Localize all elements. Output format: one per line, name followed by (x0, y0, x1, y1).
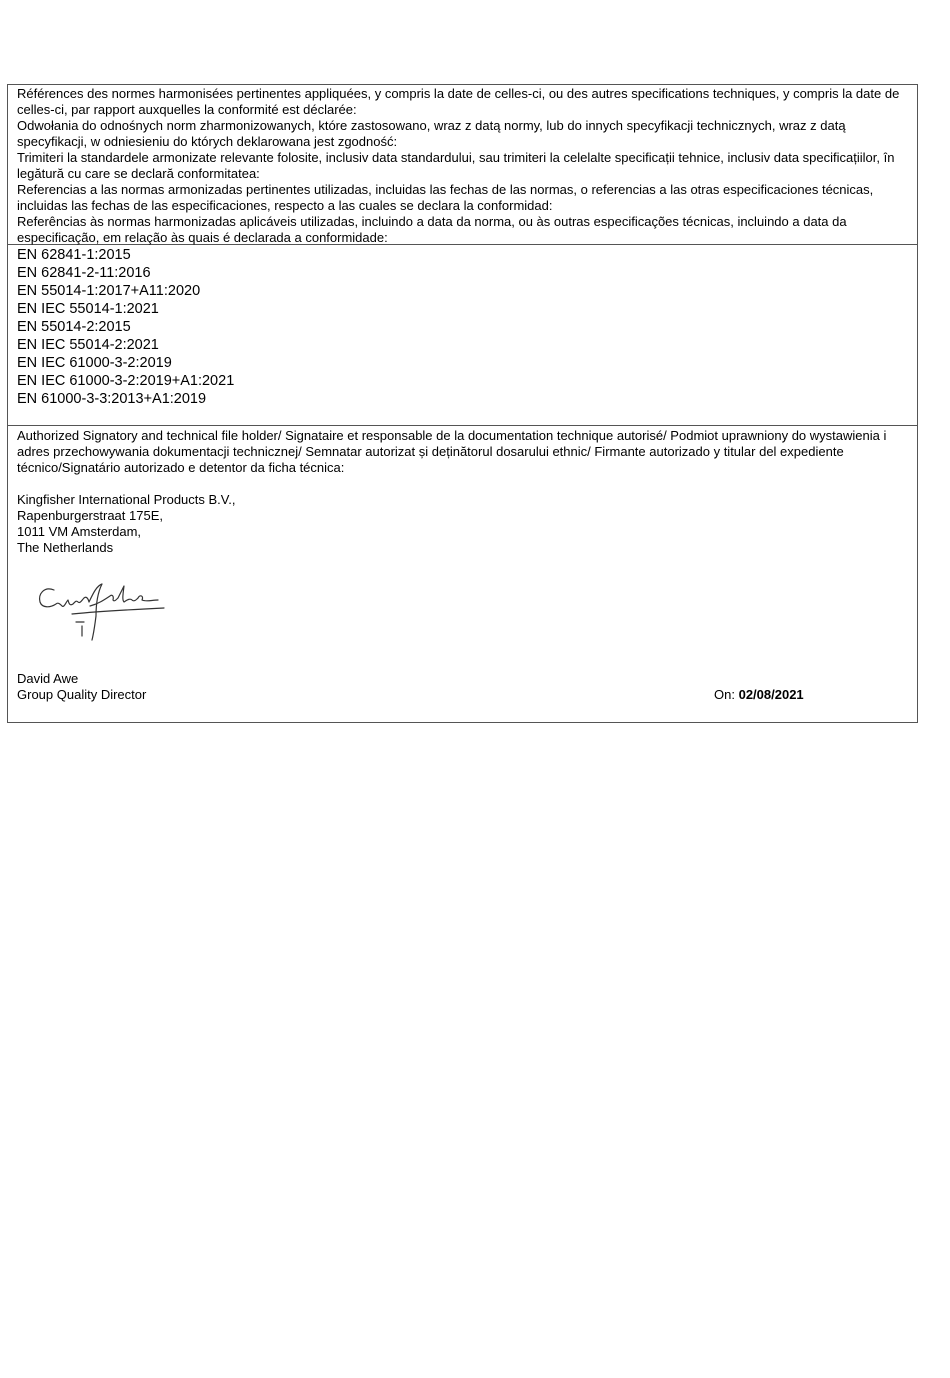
declaration-table (7, 84, 918, 723)
standard-item: EN IEC 61000-3-2:2019+A1:2021 (17, 373, 235, 389)
references-text-ro: Trimiteri la standardele armonizate relevante folosite, inclusiv data standardului, sau trimiteri la celelalte specificații tehnice, inclusiv data specificațiilor, în legătură cu care se declară conformitatea: (17, 150, 895, 181)
signer-block (17, 671, 146, 703)
references-text-fr: Références des normes harmonisées pertinentes appliquées, y compris la date de celles-ci, ou des autres specifications techniques, y compris la date de celles-ci, par rapport auxquelles la conformité est déclarée: (17, 86, 900, 117)
signatory-heading: Authorized Signatory and technical file holder/ Signataire et responsable de la documentation technique autorisé/ Podmiot uprawniony do wystawienia i adres przechowywania dokumentacji technicznej/ Semnatar autorizat și deținătorul dosarului ethnic/ Firmante autorizado y titular del expediente técnico/Signatário autorizado e detentor da ficha técnica: (17, 428, 887, 475)
references-text-pt: Referências às normas harmonizadas aplicáveis utilizadas, incluindo a data da norma, ou às outras especificações técnicas, incluindo a data da especificação, em relação às quais é declarada a conformidade: (17, 214, 847, 245)
references-text-es: Referencias a las normas armonizadas pertinentes utilizadas, incluidas las fechas de las normas, o referencias a las otras especificaciones técnicas, incluidas las fechas de las especificaciones, respecto a las cuales se declara la conformidad: (17, 182, 874, 213)
address-line: Rapenburgerstraat 175E, (17, 508, 163, 523)
date-value: 02/08/2021 (738, 687, 804, 702)
standard-item: EN IEC 55014-1:2021 (17, 301, 159, 317)
signer-name: David Awe (17, 671, 79, 686)
standards-list (8, 245, 917, 426)
standard-item: EN 62841-1:2015 (17, 247, 131, 263)
signer-title: Group Quality Director (17, 687, 147, 702)
standard-item: EN 55014-2:2015 (17, 319, 131, 335)
date-label: On: (714, 687, 735, 702)
signatory-section (8, 426, 917, 722)
handwritten-signature (32, 578, 172, 650)
company-address (17, 492, 908, 556)
references-text-pl: Odwołania do odnośnych norm zharmonizowanych, które zastosowano, wraz z datą normy, lub do innych specyfikacji technicznych, wraz z datą specyfikacji, w odniesieniu do których deklarowana jest zgodność: (17, 118, 846, 149)
address-line: 1011 VM Amsterdam, (17, 524, 142, 539)
address-line: Kingfisher International Products B.V., (17, 492, 236, 507)
standard-item: EN 62841-2-11:2016 (17, 265, 151, 281)
standard-item: EN 61000-3-3:2013+A1:2019 (17, 391, 207, 407)
standard-item: EN 55014-1:2017+A11:2020 (17, 283, 201, 299)
address-line: The Netherlands (17, 540, 114, 555)
references-section (8, 85, 917, 245)
signature-date (714, 687, 804, 703)
standard-item: EN IEC 61000-3-2:2019 (17, 355, 172, 371)
standard-item: EN IEC 55014-2:2021 (17, 337, 159, 353)
